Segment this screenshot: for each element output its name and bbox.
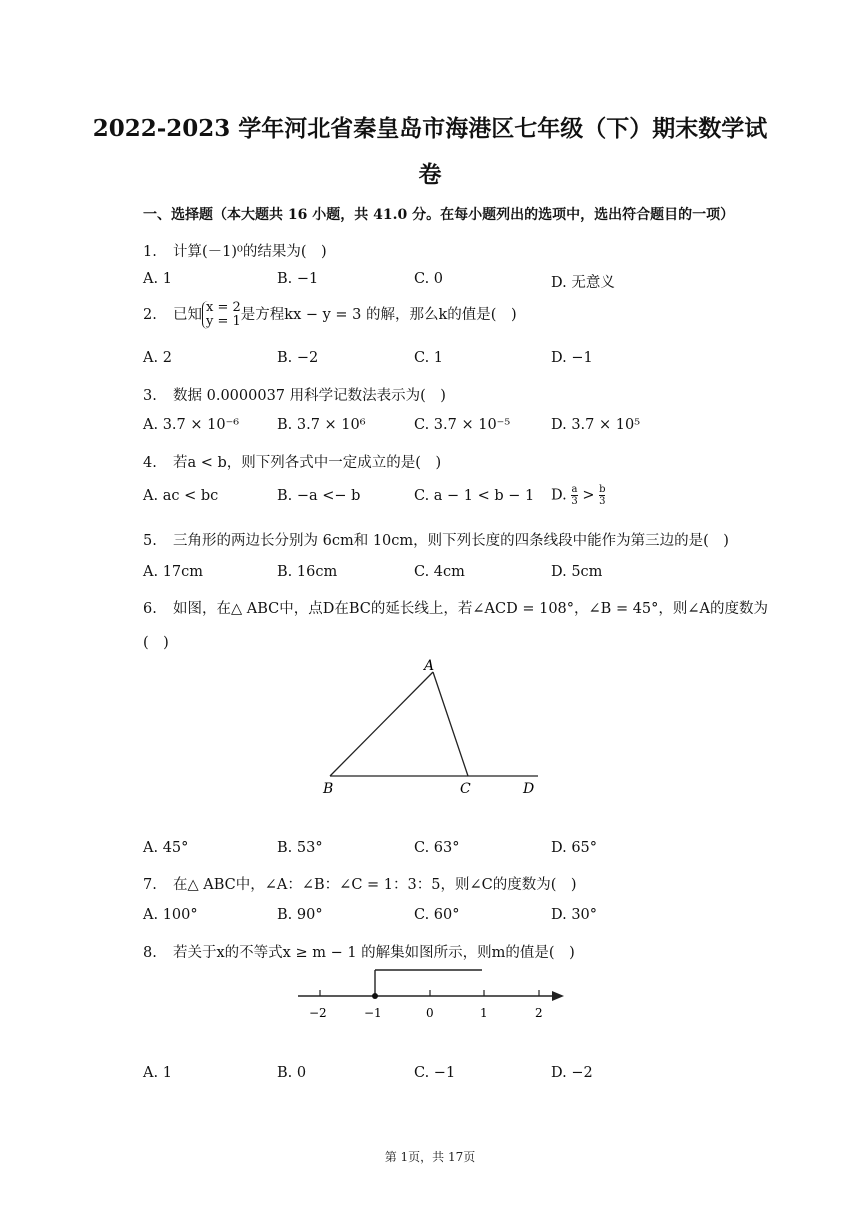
fraction-a-over-3	[571, 484, 577, 507]
equation-top: x = 2	[206, 300, 241, 315]
frac-numerator: b	[599, 484, 606, 495]
question-number: 7.	[143, 877, 157, 893]
question-stem: 若关于x的不等式x ≥ m − 1 的解集如图所示，则m的值是( )	[173, 945, 575, 961]
label-b: B	[323, 781, 334, 797]
frac-denominator: 3	[599, 496, 606, 507]
page-title-cont: 卷	[418, 161, 442, 188]
page-footer: 第 1页，共 17页	[384, 1150, 476, 1164]
frac-numerator: a	[571, 484, 578, 495]
question-number: 5.	[143, 533, 157, 549]
question-3	[143, 384, 446, 405]
question-number: 3.	[143, 388, 157, 404]
question-stem: 计算(－1)⁰的结果为( )	[173, 244, 327, 260]
equation-bottom: y = 1	[206, 314, 241, 329]
tick-1: 1	[480, 1006, 488, 1020]
option-c: C. 63°	[414, 840, 460, 856]
option-a: A. 100°	[143, 907, 198, 923]
option-d: D. 30°	[551, 907, 598, 923]
triangle-figure	[310, 652, 550, 802]
page-title: 2022-2023 学年河北省秦皇岛市海港区七年级（下）期末数学试	[92, 115, 768, 142]
label-a: A	[424, 658, 435, 674]
question-number: 8.	[143, 945, 157, 961]
number-line-figure	[294, 964, 569, 1024]
question-4	[143, 451, 441, 472]
question-8	[143, 941, 575, 962]
option-c: C. −1	[414, 1065, 456, 1081]
option-b: B. −1	[277, 271, 319, 287]
option-c: C. a − 1 < b − 1	[414, 488, 535, 504]
equation-system	[202, 301, 241, 329]
option-a: A. 3.7 × 10⁻⁶	[143, 417, 240, 433]
option-c: C. 60°	[414, 907, 460, 923]
question-stem: 如图，在△ ABC中，点D在BC的延长线上，若∠ACD = 108°，∠B = 45°，则∠A的度数为	[173, 601, 769, 617]
option-b: B. −2	[277, 350, 319, 366]
question-number: 6.	[143, 601, 157, 617]
question-2	[143, 301, 517, 329]
question-stem: 数据 0.0000037 用科学记数法表示为( )	[173, 388, 446, 404]
option-d-label: D.	[551, 487, 567, 504]
option-b: B. 0	[277, 1065, 307, 1081]
question-6-cont: ( )	[143, 635, 169, 651]
fraction-b-over-3	[599, 484, 605, 507]
option-b: B. 90°	[277, 907, 323, 923]
tick-neg1: −1	[364, 1006, 382, 1020]
option-a: A. 45°	[143, 840, 189, 856]
option-d: D. 5cm	[551, 564, 603, 580]
option-a: A. 2	[143, 350, 172, 366]
question-7	[143, 873, 577, 894]
option-d: D. 65°	[551, 840, 598, 856]
option-a: A. 1	[143, 1065, 172, 1081]
question-5	[143, 529, 729, 550]
option-c: C. 0	[414, 271, 444, 287]
question-stem: 在△ ABC中，∠A：∠B：∠C = 1：3：5，则∠C的度数为( )	[173, 877, 577, 893]
question-stem: 若a < b，则下列各式中一定成立的是( )	[173, 455, 442, 471]
option-b: B. 16cm	[277, 564, 338, 580]
option-c: C. 3.7 × 10⁻⁵	[414, 417, 511, 433]
question-stem-post: 是方程kx − y = 3 的解，那么k的值是( )	[240, 307, 517, 323]
question-stem-pre: 已知	[173, 307, 202, 323]
question-6	[143, 597, 768, 618]
option-b: B. −a <− b	[277, 488, 361, 504]
tick-neg2: −2	[309, 1006, 327, 1020]
question-stem: 三角形的两边长分别为 6cm和 10cm，则下列长度的四条线段中能作为第三边的是( )	[173, 533, 729, 549]
frac-denominator: 3	[571, 496, 578, 507]
label-c: C	[460, 781, 471, 797]
option-b: B. 3.7 × 10⁶	[277, 417, 366, 433]
tick-0: 0	[426, 1006, 434, 1020]
question-number: 4.	[143, 455, 157, 471]
question-1	[143, 240, 327, 261]
option-d: D. 3.7 × 10⁵	[551, 417, 641, 433]
option-a: A. 17cm	[143, 564, 204, 580]
option-c: C. 4cm	[414, 564, 465, 580]
option-d: D. 无意义	[551, 275, 615, 291]
relation: >	[582, 487, 595, 504]
option-a: A. ac < bc	[143, 488, 219, 504]
option-a: A. 1	[143, 271, 172, 287]
section-heading: 一、选择题（本大题共 16 小题，共 41.0 分。在每小题列出的选项中，选出符合题目的一项）	[143, 207, 735, 223]
option-c: C. 1	[414, 350, 444, 366]
question-number: 2.	[143, 307, 157, 323]
option-d: D. −1	[551, 350, 593, 366]
label-d: D	[523, 781, 535, 797]
tick-2: 2	[535, 1006, 543, 1020]
option-d	[551, 484, 605, 507]
option-d: D. −2	[551, 1065, 593, 1081]
option-b: B. 53°	[277, 840, 323, 856]
question-number: 1.	[143, 244, 157, 260]
